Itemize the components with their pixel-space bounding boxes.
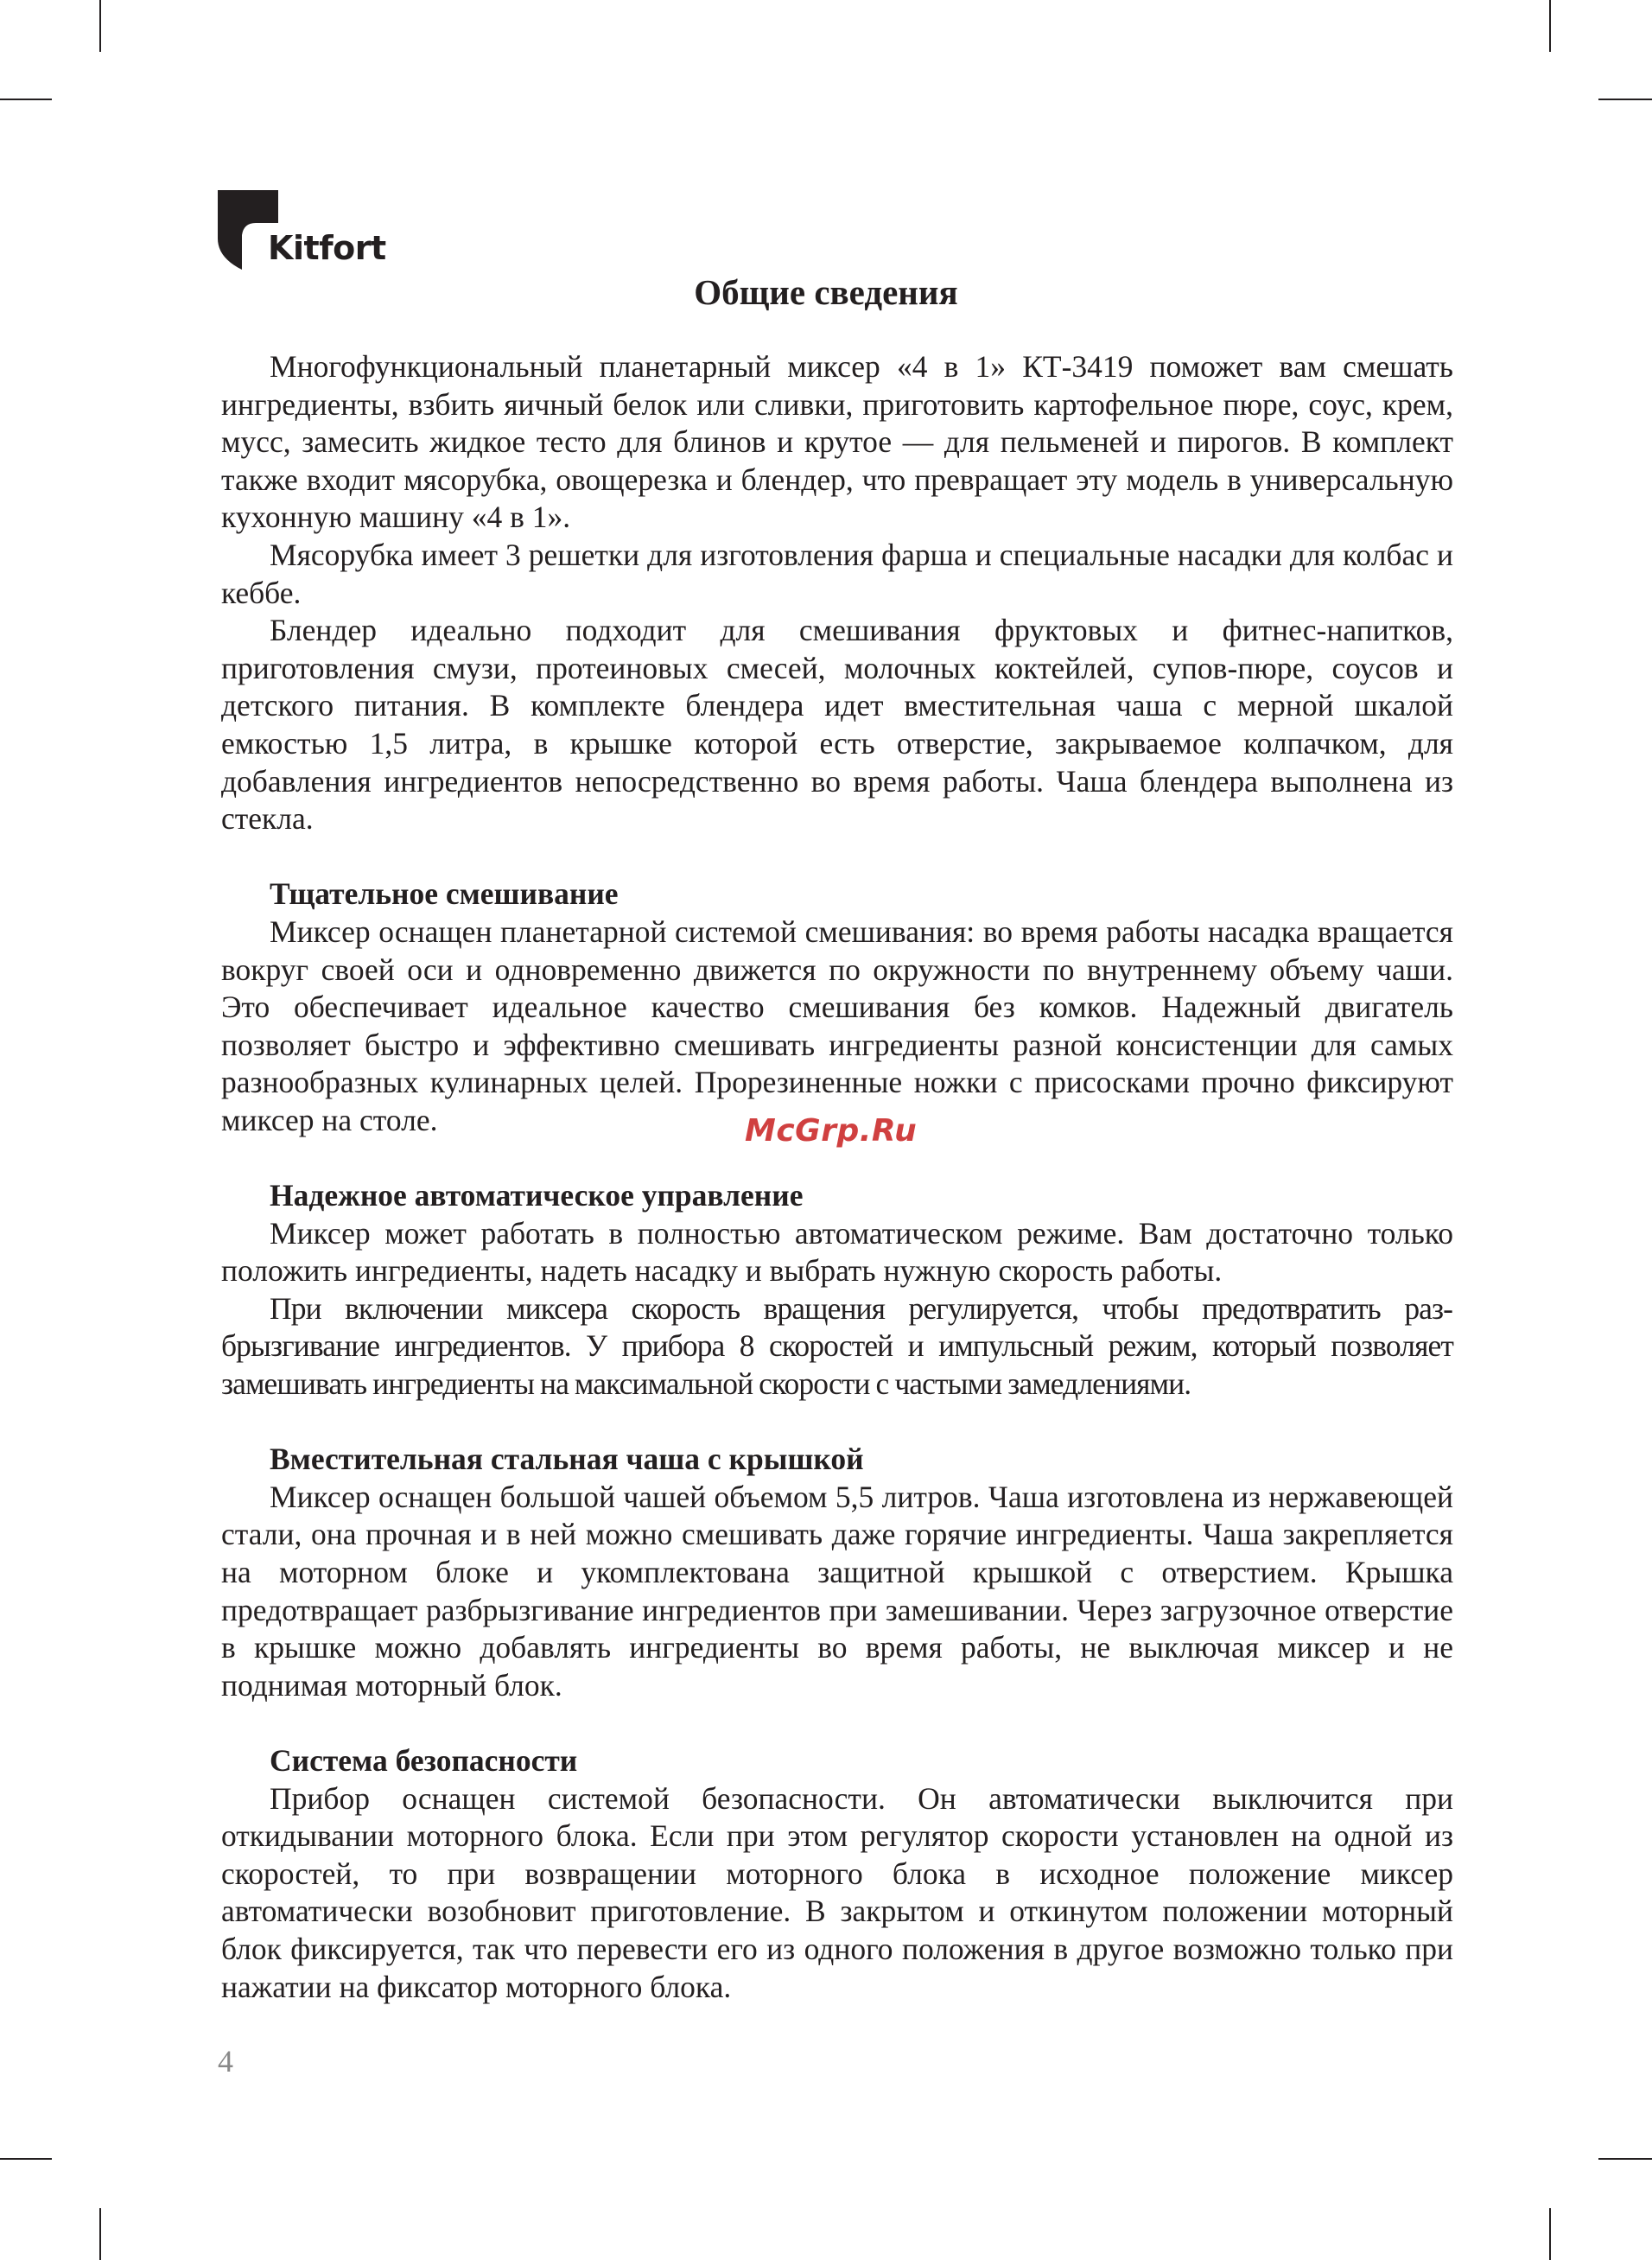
crop-mark-bottom-right-h: [1598, 2158, 1652, 2160]
section-paragraph: Миксер может работать в полностью автоматическом режиме. Вам достаточно только положить ингредиенты, надеть насадку и выбрать нужную скорость работы.: [221, 1215, 1453, 1289]
section-paragraph: Прибор оснащен системой безопасности. Он автоматически выключится при откидывании моторного блока. Если при этом регулятор скорости установлен на одной из скоростей, то при возвращении моторного блока в исходное положение миксер автоматически возобновит приготовление. В закрытом и откинутом положении моторный блок фиксируется, так что перевести его из одного положения в другое возможно только при нажатии на фиксатор моторного блока.: [221, 1780, 1453, 2004]
section-paragraph: При включении миксера скорость вращения регулируется, чтобы предотвратить разбрызгивание ингредиентов. У прибора 8 скоростей и импульсный режим, который позволяет замешивать ингредиенты на максимальной скорости с частыми замедлениями.: [221, 1290, 1453, 1402]
section-heading: Вместительная стальная чаша с крышкой: [270, 1442, 864, 1477]
brand-name: Kitfort: [268, 229, 386, 267]
crop-mark-top-right-h: [1598, 99, 1652, 100]
crop-mark-bottom-left-h: [0, 2158, 52, 2160]
crop-mark-top-left: [99, 0, 101, 52]
section-heading: Надежное автоматическое управление: [270, 1178, 804, 1213]
intro-paragraph: Блендер идеально подходит для смешивания фруктовых и фитнес-напитков, приготовления смузи, протеиновых смесей, молочных коктейлей, супов-пюре, соусов и детского питания. В комплекте блендера идет вместительная чаша с мерной шкалой емкостью 1,5 литра, в крышке которой есть отверстие, закрываемое колпачком, для добавления ингредиентов непосредственно во время работы. Чаша блендера выполнена из стекла.: [221, 613, 1453, 837]
document-body: [221, 348, 1453, 2006]
intro-paragraph: Многофункциональный планетарный миксер «4 в 1» КТ-3419 поможет вам смешать ингредиенты, взбить яичный белок или сливки, приготовить картофельное пюре, соус, крем, мусс, замесить жидкое тесто для блинов и крутое — для пельменей и пирогов. В комплект также входит мясорубка, овощерезка и блендер, что превращает эту модель в универсальную кухонную машину «4 в 1».: [221, 349, 1453, 535]
section-paragraph: Миксер оснащен большой чашей объемом 5,5 литров. Чаша изготовлена из нержавеющей стали, она прочная и в ней можно смешивать даже горячие ингредиенты. Чаша закрепляется на моторном блоке и укомплектована защитной крышкой с отверстием. Крышка предотвращает разбрызгивание ингредиентов при замешивании. Через загрузочное отверстие в крышке можно добавлять ингредиенты во время работы, не выключая миксер и не поднимая моторный блок.: [221, 1479, 1453, 1703]
section-heading: Система безопасности: [270, 1742, 578, 1778]
section-paragraph: Миксер оснащен планетарной системой смешивания: во время работы насадка вращается вокруг своей оси и одновременно движется по окружности по внутреннему объему чаши. Это обеспечивает идеальное качество смешивания без комков. Надежный двигатель позволяет быстро и эффективно смешивать ингредиенты разной консистенции для самых разнообразных кулинарных целей. Прорезиненные ножки с присосками прочно фиксируют миксер на столе.: [221, 914, 1453, 1137]
page-title: Общие сведения: [694, 272, 958, 312]
crop-mark-bottom-right: [1549, 2208, 1551, 2260]
brand-logo: [218, 190, 391, 277]
watermark: McGrp.Ru: [745, 1113, 918, 1149]
crop-mark-top-left-h: [0, 99, 52, 100]
page-number: 4: [218, 2044, 233, 2079]
section-heading: Тщательное смешивание: [270, 876, 619, 912]
intro-paragraph: Мясорубка имеет 3 решетки для изготовления фарша и специальные насадки для колбас и кеббе.: [221, 537, 1453, 610]
crop-mark-top-right: [1549, 0, 1551, 52]
crop-mark-bottom-left: [99, 2208, 101, 2260]
